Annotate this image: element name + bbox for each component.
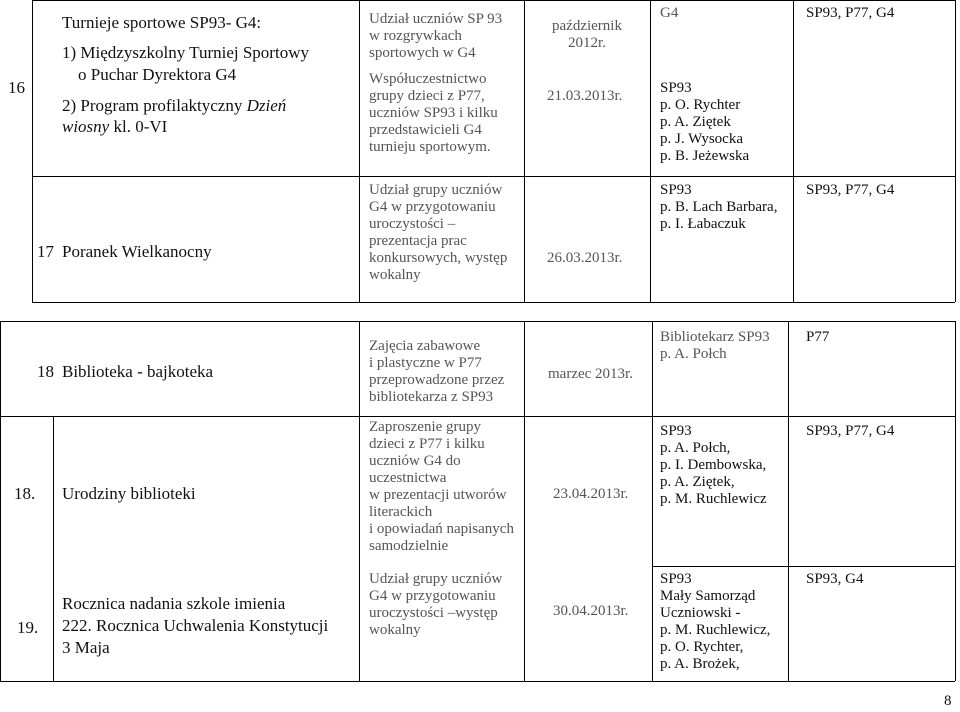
text-line: przeprowadzone przez [369,372,505,388]
text-line: grupy dzieci z P77, [369,88,485,104]
text-line: p. M. Ruchlewicz, [660,622,771,638]
date-cell: marzec 2013r. [548,366,633,382]
text-line: p. I. Łabaczuk [660,216,746,232]
table1-col-divider [955,0,956,302]
event-item: o Puchar Dyrektora G4 [78,65,237,84]
activity-cell [369,71,498,156]
text-line: uroczystości –występ [369,605,498,621]
event-item: 1) Międzyszkolny Turniej Sportowy [62,43,309,62]
text-line: dzieci z P77 i kilku [369,436,485,452]
text-line: Zajęcia zabawowe [369,338,481,354]
text-line: sportowych w G4 [369,45,476,61]
text-line: uczniów G4 do [369,453,461,469]
text-line: w rozgrywkach [369,28,462,44]
text-line: SP93 [660,80,692,96]
text-line: p. M. Ruchlewicz [660,491,767,507]
activity-cell [369,571,502,639]
text-line: Uczniowski - [660,605,741,621]
target-cell: SP93, P77, G4 [806,5,895,21]
table1-bottom-border [32,302,955,303]
text-line: p. A. Ziętek [660,114,731,130]
text-line: i plastyczne w P77 [369,355,482,371]
responsible-cell [660,571,770,673]
text-line: p. B. Jeżewska [660,148,750,164]
date-cell: 23.04.2013r. [553,486,629,502]
text-line: uczestnictwa [369,470,447,486]
table2-row-divider [788,566,955,567]
responsible-cell [660,80,749,165]
table2-row-divider [0,416,955,417]
event-title: Poranek Wielkanocny [62,242,212,261]
text-line: p. A. Ziętek, [660,474,735,490]
table2-col-divider [788,321,789,681]
text-line: w prezentacji utworów [369,487,507,503]
text-line: p. O. Rychter, [660,639,744,655]
text-line: uroczystości – [369,216,456,232]
text-line: 3 Maja [62,638,110,657]
table2-col-divider [359,321,360,681]
table2-col-divider [955,321,956,681]
text-line: Zaproszenie grupy [369,419,482,435]
text-line: p. B. Lach Barbara, [660,199,778,215]
responsible-cell [660,182,777,233]
table1-col-divider [359,0,360,302]
text-line: SP93 [660,571,692,587]
date-cell: 21.03.2013r. [547,88,623,104]
text-line: październik [552,18,622,34]
text-line: p. O. Rychter [660,97,741,113]
text-line: literackich [369,504,433,520]
event-item: 2) Program profilaktyczny Dzień [62,96,287,115]
text-line: konkursowych, występ [369,250,508,266]
table1-top-border [32,0,955,1]
row-number: 18. [14,484,36,503]
text-line: p. J. Wysocka [660,131,743,147]
text-line: Współuczestnictwo [369,71,487,87]
date-cell [552,18,622,52]
text-line: G4 w przygotowaniu [369,199,496,215]
table2-col-divider [53,416,54,681]
table2-col-divider [652,321,653,681]
activity-cell [369,11,502,62]
text-line: wokalny [369,267,421,283]
page-number: 8 [944,693,952,709]
text-line: samodzielnie [369,538,449,554]
text-line: Udział grupy uczniów [369,182,503,198]
table2-col-divider [0,321,1,681]
row-number: 19. [17,618,39,637]
text-line: uczniów SP93 i kilku [369,105,498,121]
text-line: prezentacja prac [369,233,467,249]
date-cell: 26.03.2013r. [547,250,623,266]
text-line: turnieju sportowym. [369,139,491,155]
text-line: p. A. Połch [660,346,727,362]
target-cell: SP93, P77, G4 [806,182,895,198]
event-title: Biblioteka - bajkoteka [62,362,214,381]
target-cell: SP93, G4 [806,571,864,587]
responsible-cell [660,329,770,363]
text-line: Udział uczniów SP 93 [369,11,503,27]
table1-col-divider [524,0,525,302]
text-line: i opowiadań napisanych [369,521,514,537]
activity-cell [369,182,507,284]
table1-col-divider [650,0,651,302]
text-line: wokalny [369,622,421,638]
row-number: 18 [37,362,54,381]
table1-col-divider [32,0,33,302]
table1-row-divider [32,176,955,177]
event-title [62,593,328,659]
text-line: bibliotekarza z SP93 [369,389,494,405]
table2-top-border [0,321,955,322]
text-line: 2012r. [568,35,606,51]
text-line: SP93 [660,423,692,439]
row-number: 16 [8,78,25,97]
event-item: wiosny kl. 0-VI [62,117,168,136]
text-line: SP93 [660,182,692,198]
table2-bottom-border [0,681,955,682]
event-title: Urodziny biblioteki [62,484,196,503]
row-number: 17 [37,242,54,261]
target-cell: SP93, P77, G4 [806,423,895,439]
date-cell: 30.04.2013r. [553,603,629,619]
table1-col-divider [793,0,794,302]
text-line: p. I. Dembowska, [660,457,767,473]
responsible-cell: G4 [660,5,679,21]
table2-col-divider [524,321,525,681]
text-line: przedstawicieli G4 [369,122,482,138]
activity-cell [369,419,514,555]
text-line: G4 w przygotowaniu [369,588,496,604]
target-cell: P77 [806,329,830,345]
text-line: p. A. Połch, [660,440,731,456]
activity-cell [369,338,504,406]
text-line: Bibliotekarz SP93 [660,329,770,345]
text-line: Udział grupy uczniów [369,571,503,587]
text-line: 222. Rocznica Uchwalenia Konstytucji [62,616,329,635]
text-line: p. A. Brożek, [660,656,740,672]
responsible-cell [660,423,767,508]
event-title: Turnieje sportowe SP93- G4: [62,13,262,32]
text-line: Mały Samorząd [660,588,756,604]
text-line: Rocznica nadania szkole imienia [62,594,286,613]
